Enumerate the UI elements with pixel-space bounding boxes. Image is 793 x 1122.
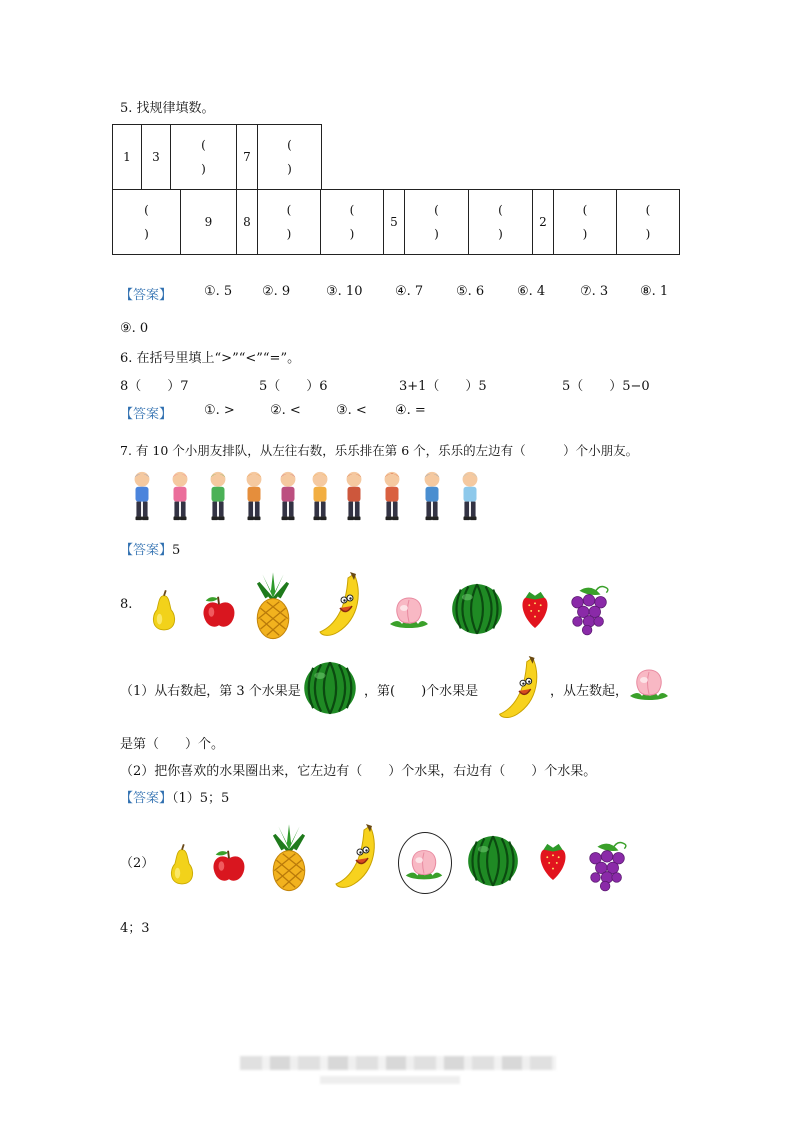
- child-icon: [128, 470, 156, 522]
- apple-icon: [210, 846, 248, 886]
- banana-icon: [332, 822, 382, 892]
- q8-line3: （2）把你喜欢的水果圈出来，它左边有（ ）个水果，右边有（ ）个水果。: [120, 764, 597, 779]
- q8-answer1-line: 【答案】（1）5；5: [120, 791, 230, 806]
- fruit-row: [140, 568, 620, 640]
- grape-icon[interactable]: [566, 580, 614, 636]
- paren-open: (: [201, 138, 206, 152]
- peach-icon: [624, 664, 674, 704]
- answer-fruit-row: [160, 820, 640, 896]
- watermelon-icon: [466, 834, 520, 888]
- q6-answer-tag: 【答案】: [120, 407, 173, 422]
- q5-answer: ③. 10: [326, 284, 363, 299]
- q5-blank-cell[interactable]: ( ): [554, 190, 617, 255]
- q8-answer2-tail: 4；3: [120, 921, 150, 936]
- banana-icon: [494, 654, 546, 722]
- q6-item[interactable]: 3+1（ ）5: [399, 379, 487, 394]
- q5-cell: 1: [113, 125, 142, 190]
- grape-icon: [584, 836, 632, 892]
- footer-watermark-sub: [320, 1076, 460, 1084]
- pineapple-icon[interactable]: [252, 572, 294, 640]
- q5-blank-cell[interactable]: ( ): [258, 190, 321, 255]
- q5-cell: 5: [384, 190, 405, 255]
- q5-blank-cell[interactable]: [171, 125, 237, 190]
- child-icon: [456, 470, 484, 522]
- q7-title: 7. 有 10 个小朋友排队，从左往右数，乐乐排在第 6 个，乐乐的左边有（ ）个小朋友。: [120, 443, 639, 458]
- q5-answer: ⑥. 4: [517, 284, 546, 299]
- q8-number: 8.: [120, 597, 133, 612]
- peach-icon[interactable]: [384, 592, 434, 632]
- q5-title: 5. 找规律填数。: [120, 101, 215, 116]
- q5-cell: 8: [237, 190, 258, 255]
- apple-icon[interactable]: [200, 592, 238, 632]
- q5-blank-cell[interactable]: ( ): [321, 190, 384, 255]
- q6-answer: ③. <: [336, 403, 367, 418]
- footer-watermark: [240, 1056, 556, 1070]
- q5-blank-cell[interactable]: ( ): [113, 190, 181, 255]
- q8-line1-a: （1）从右数起，第 3 个水果是: [120, 684, 301, 699]
- q5-table-row2: [112, 189, 680, 255]
- banana-icon[interactable]: [316, 570, 366, 640]
- q5-cell: 9: [181, 190, 237, 255]
- pear-icon[interactable]: [146, 586, 182, 636]
- q5-answer: ②. 9: [262, 284, 291, 299]
- q5-answer: ⑤. 6: [456, 284, 485, 299]
- paren-close: ): [201, 162, 206, 176]
- q5-answer: ①. 5: [204, 284, 233, 299]
- child-icon: [166, 470, 194, 522]
- q6-item[interactable]: 5（ ）5−0: [562, 379, 650, 394]
- q8-line1-c: ，从左数起，: [550, 684, 629, 699]
- strawberry-icon: [534, 840, 572, 882]
- q5-answer-tag: 【答案】: [120, 288, 173, 303]
- q8-answer2-label: （2）: [120, 856, 155, 871]
- q6-answer: ④. =: [395, 403, 426, 418]
- paren-open: (: [287, 138, 292, 152]
- kids-queue: [128, 470, 488, 526]
- q5-cell: 2: [533, 190, 554, 255]
- paren-close: ): [287, 162, 292, 176]
- child-icon: [204, 470, 232, 522]
- q5-answer: ④. 7: [395, 284, 424, 299]
- peach-icon: [400, 844, 448, 884]
- q5-answer: ⑧. 1: [640, 284, 669, 299]
- q5-blank-cell[interactable]: ( ): [405, 190, 469, 255]
- q7-answer-line: 【答案】5: [120, 543, 181, 558]
- child-icon: [418, 470, 446, 522]
- q5-answer: ⑦. 3: [580, 284, 609, 299]
- q6-item[interactable]: 5（ ）6: [259, 379, 328, 394]
- child-icon: [274, 470, 302, 522]
- q6-item[interactable]: 8（ ）7: [120, 379, 189, 394]
- watermelon-icon[interactable]: [450, 582, 504, 636]
- q5-blank-cell[interactable]: [258, 125, 322, 190]
- q5-answer: ⑨. 0: [120, 321, 149, 336]
- strawberry-icon[interactable]: [516, 588, 554, 630]
- q5-blank-cell[interactable]: ( ): [617, 190, 680, 255]
- q8-line1-b: ，第( )个水果是: [364, 684, 479, 699]
- q6-title: 6. 在括号里填上“>”“<”“=”。: [120, 351, 301, 366]
- q5-cell: 3: [142, 125, 171, 190]
- q6-answer: ①. >: [204, 403, 235, 418]
- q8-line2: 是第（ ）个。: [120, 737, 225, 752]
- child-icon: [306, 470, 334, 522]
- pear-icon: [164, 840, 200, 890]
- watermelon-icon: [300, 660, 360, 716]
- q5-cell: 7: [237, 125, 258, 190]
- child-icon: [240, 470, 268, 522]
- pineapple-icon: [268, 824, 310, 892]
- q5-blank-cell[interactable]: ( ): [469, 190, 533, 255]
- child-icon: [340, 470, 368, 522]
- q6-answer: ②. <: [270, 403, 301, 418]
- q5-table-row1: [112, 124, 322, 190]
- child-icon: [378, 470, 406, 522]
